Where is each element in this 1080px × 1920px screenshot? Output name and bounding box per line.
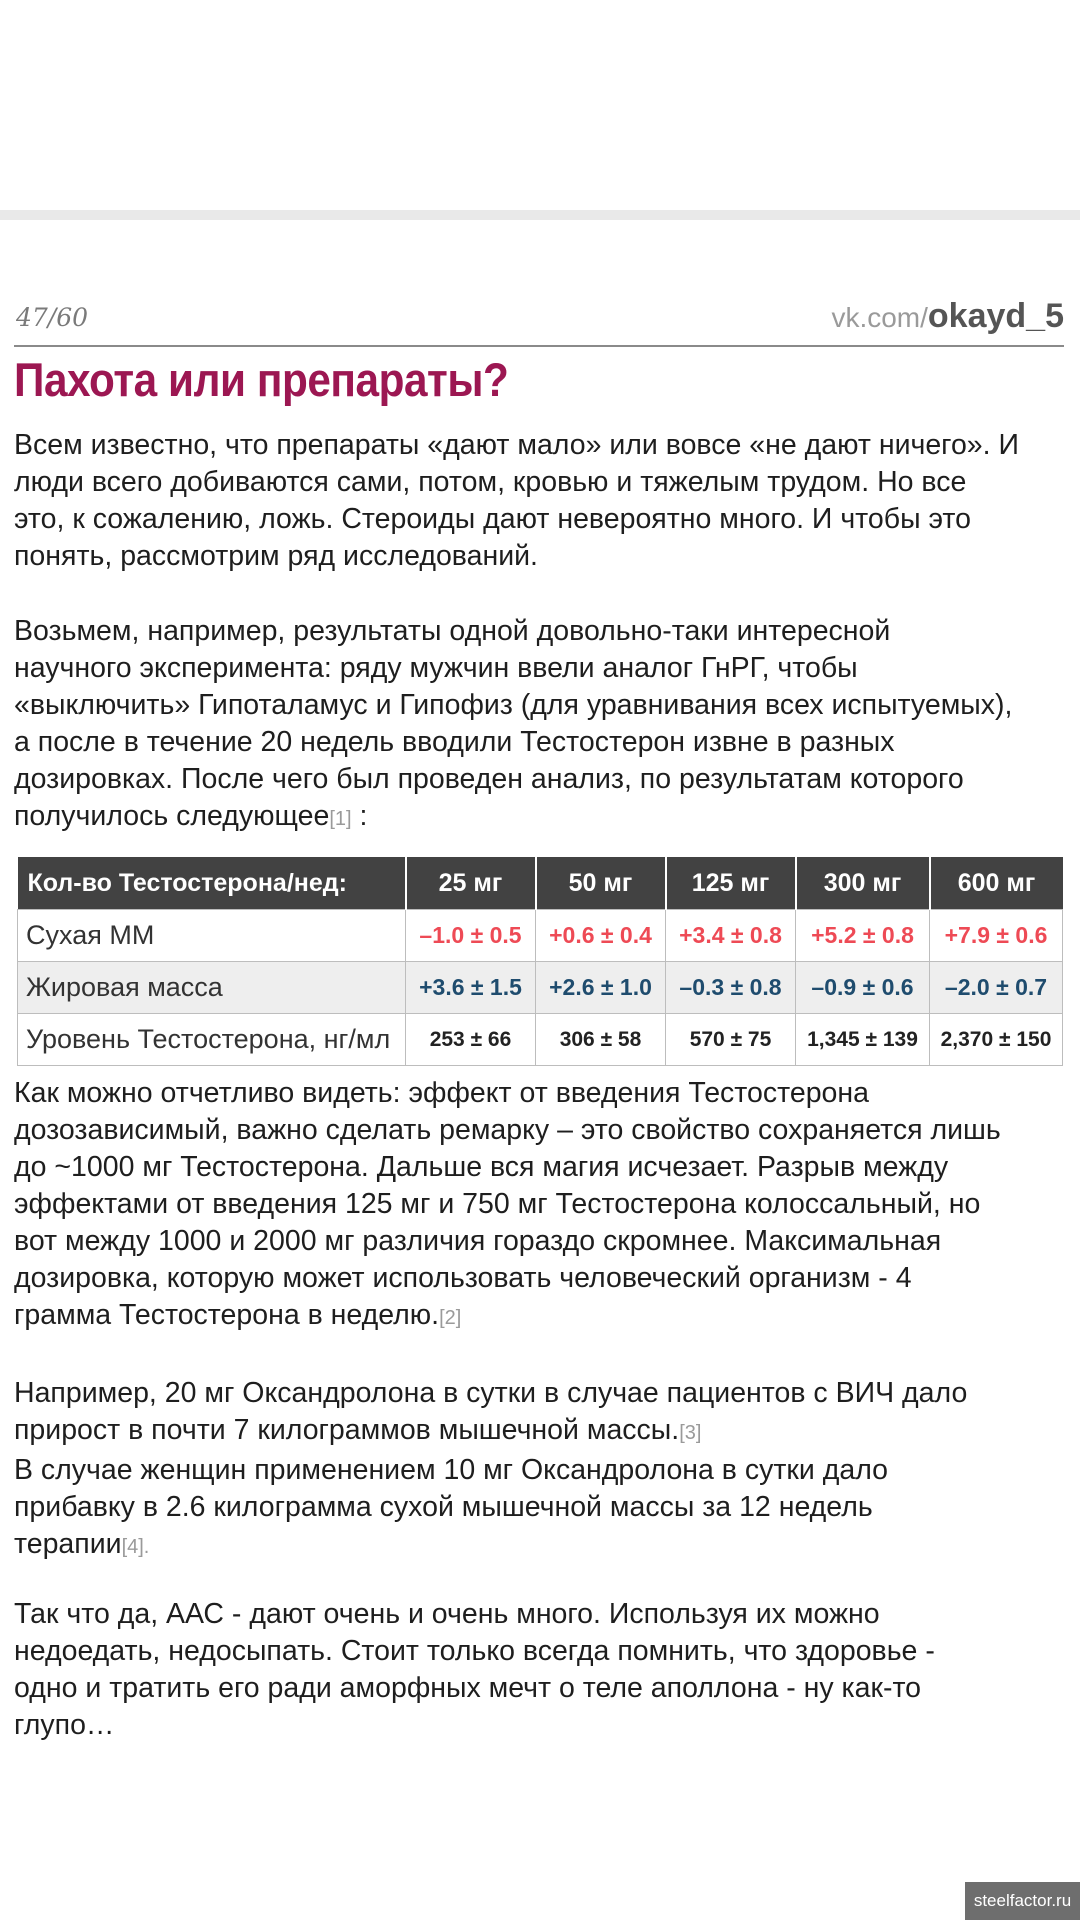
row-label: Жировая масса [18,962,406,1014]
reference-link-4[interactable]: [4]. [121,1536,150,1558]
row-label: Уровень Тестостерона, нг/мл [18,1014,406,1066]
table-cell: +7.9 ± 0.6 [930,910,1063,962]
paragraph-conclusion [14,1596,1076,1744]
text-line: Возьмем, например, результаты одной довольно-таки интересной [14,615,891,647]
table-cell: +3.4 ± 0.8 [666,910,796,962]
text-line: Всем известно, что препараты «дают мало» или вовсе «не дают ничего». И [14,429,1019,461]
table-cell: –0.9 ± 0.6 [796,962,930,1014]
reference-link-2[interactable]: [2] [439,1307,462,1329]
text-line: эффектами от введения 125 мг и 750 мг Тестостерона колоссальный, но [14,1188,981,1220]
text-line: дозозависимый, важно сделать ремарку – это свойство сохраняется лишь [14,1114,1001,1146]
text-line: понять, рассмотрим ряд исследований. [14,540,538,572]
top-divider-band [0,210,1080,220]
table-cell: –1.0 ± 0.5 [406,910,536,962]
page-number: 47/60 [16,303,89,332]
table-cell: +5.2 ± 0.8 [796,910,930,962]
text-line: а после в течение 20 недель вводили Тестостерон извне в разных [14,726,895,758]
text-line: это, к сожалению, ложь. Стероиды дают невероятно много. И чтобы это [14,503,971,535]
text-fragment: терапии [14,1528,122,1560]
paragraph-experiment [14,613,1076,838]
text-line: Как можно отчетливо видеть: эффект от введения Тестостерона [14,1077,869,1109]
text-fragment: : [351,800,368,832]
text-fragment: прирост в почти 7 килограммов мышечной массы. [14,1414,680,1446]
table-cell: +2.6 ± 1.0 [536,962,666,1014]
table-row [18,962,1063,1014]
table-cell: 1,345 ± 139 [796,1014,930,1066]
table-cell: 253 ± 66 [406,1014,536,1066]
table-cell: –0.3 ± 0.8 [666,962,796,1014]
column-header: 600 мг [930,857,1063,910]
column-header: 25 мг [406,857,536,910]
text-line: Например, 20 мг Оксандролона в сутки в случае пациентов с ВИЧ дало [14,1377,968,1409]
table-cell: 2,370 ± 150 [930,1014,1063,1066]
page-header [14,295,1064,347]
table-header-row [18,857,1063,910]
text-line: вот между 1000 и 2000 мг различия гораздо скромнее. Максимальная [14,1225,942,1257]
text-line [14,1297,1076,1337]
text-line: недоедать, недосыпать. Стоит только всегда помнить, что здоровье - [14,1635,935,1667]
text-line: одно и тратить его ради аморфных мечт о теле аполлона - ну как-то [14,1672,922,1704]
text-line: В случае женщин применением 10 мг Оксандролона в сутки дало [14,1454,888,1486]
text-line: дозировка, которую может использовать человеческий организм - 4 [14,1262,912,1294]
text-line [14,1526,1076,1566]
table-cell: 570 ± 75 [666,1014,796,1066]
text-fragment: получилось следующее [14,800,330,832]
vk-prefix: vk.com/ [831,302,928,333]
paragraph-oxandrolone [14,1375,1076,1566]
watermark: steelfactor.ru [965,1882,1080,1920]
table-cell: 306 ± 58 [536,1014,666,1066]
table-cell: +0.6 ± 0.4 [536,910,666,962]
page-title: Пахота или препараты? [14,353,509,406]
text-line: научного эксперимента: ряду мужчин ввели аналог ГнРГ, чтобы [14,652,858,684]
row-label: Сухая ММ [18,910,406,962]
table-row [18,1014,1063,1066]
column-header: 125 мг [666,857,796,910]
text-line: глупо… [14,1709,115,1741]
column-header: Кол-во Тестостерона/нед: [18,857,406,910]
paragraph-analysis [14,1075,1076,1337]
vk-handle: okayd_5 [927,297,1064,335]
reference-link-1[interactable]: [1] [329,808,352,830]
text-line: дозировках. После чего был проведен анализ, по результатам которого [14,763,964,795]
text-fragment: грамма Тестостерона в неделю. [14,1299,440,1331]
text-line: до ~1000 мг Тестостерона. Дальше вся магия исчезает. Разрыв между [14,1151,949,1183]
table-cell: +3.6 ± 1.5 [406,962,536,1014]
text-line [14,798,1076,838]
text-line [14,1412,1076,1452]
text-line: прибавку в 2.6 килограмма сухой мышечной массы за 12 недель [14,1491,873,1523]
vk-link[interactable] [831,297,1064,336]
reference-link-3[interactable]: [3] [679,1422,702,1444]
text-line: «выключить» Гипоталамус и Гипофиз (для уравнивания всех испытуемых), [14,689,1013,721]
results-table [17,857,1063,1066]
table-row [18,910,1063,962]
text-line: Так что да, ААС - дают очень и очень много. Используя их можно [14,1598,880,1630]
paragraph-intro [14,427,1076,575]
text-line: люди всего добиваются сами, потом, кровью и тяжелым трудом. Но все [14,466,967,498]
column-header: 50 мг [536,857,666,910]
table-cell: –2.0 ± 0.7 [930,962,1063,1014]
column-header: 300 мг [796,857,930,910]
